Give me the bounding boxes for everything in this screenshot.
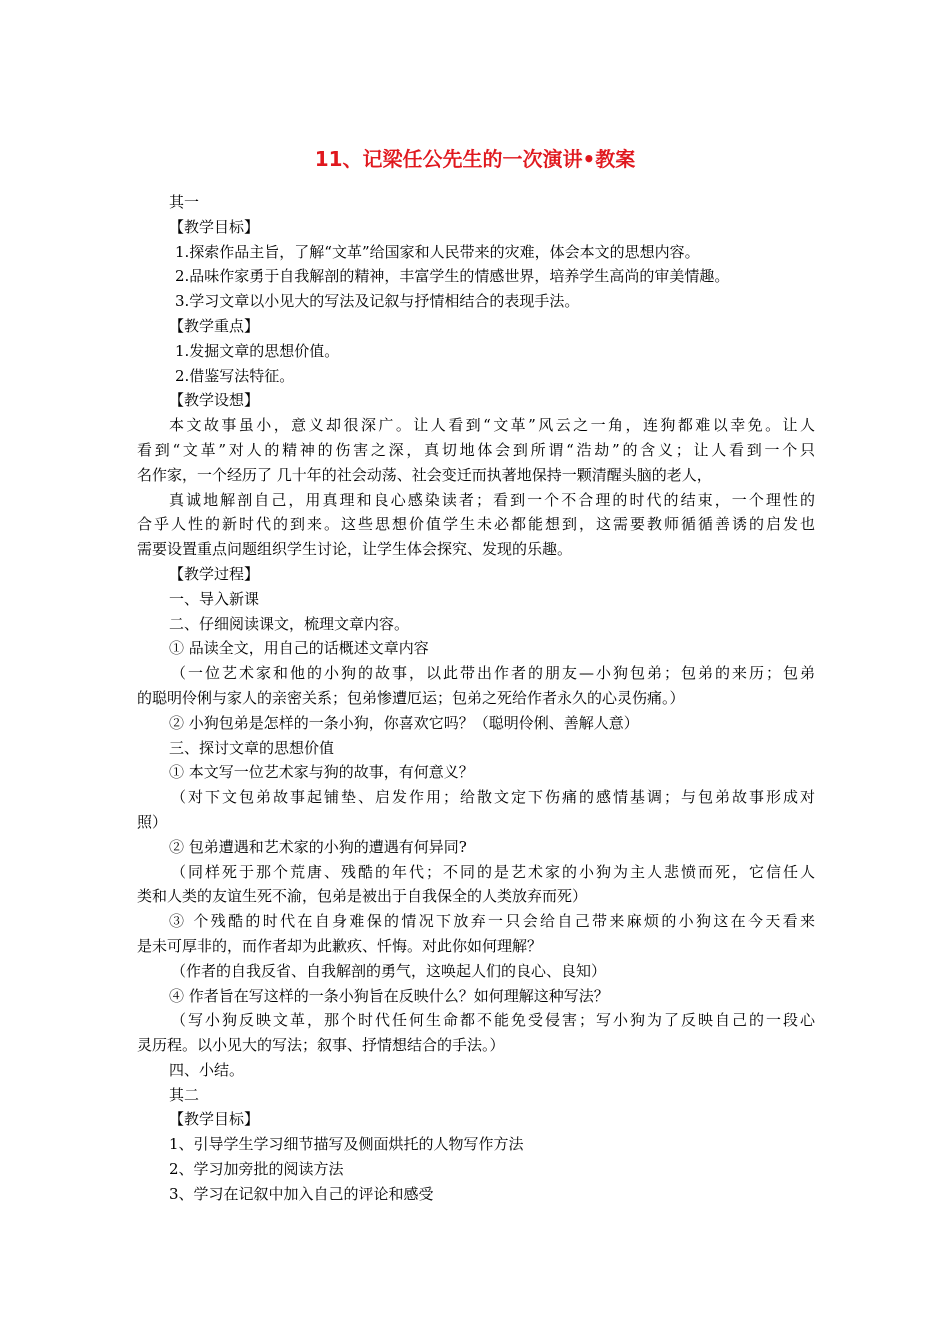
heading-teaching-goals: 【教学目标】 bbox=[169, 217, 260, 236]
paragraph-line: 合乎人性的新时代的到来。这些思想价值学生未必都能想到，这需要教师循循善诱的启发也 bbox=[137, 515, 815, 534]
answer-line: （同样死于那个荒唐、残酷的年代；不同的是艺术家的小狗为主人悲愤而死，它信任人 bbox=[171, 862, 815, 881]
answer-line: （一位艺术家和他的小狗的故事，以此带出作者的朋友—小狗包弟；包弟的来历；包弟 bbox=[171, 664, 815, 683]
answer-line: （作者的自我反省、自我解剖的勇气，这唤起人们的良心、良知） bbox=[171, 961, 607, 980]
answer-line: 照） bbox=[137, 812, 168, 831]
section-label: 其二 bbox=[169, 1085, 200, 1104]
paragraph-line: 真诚地解剖自己，用真理和良心感染读者；看到一个不合理的时代的结束，一个理性的 bbox=[169, 490, 815, 509]
step-heading: 三、探讨文章的思想价值 bbox=[169, 738, 335, 757]
section-label: 其一 bbox=[169, 193, 200, 211]
question-item: 是未可厚非的，而作者却为此歉疚、忏悔。对此你如何理解？ bbox=[137, 936, 543, 955]
answer-line: （对下文包弟故事起铺垫、启发作用；给散文定下伤痛的感情基调；与包弟故事形成对 bbox=[171, 788, 815, 807]
step-heading: 二、仔细阅读课文，梳理文章内容。 bbox=[169, 614, 410, 633]
heading-teaching-plan: 【教学设想】 bbox=[169, 391, 260, 410]
answer-line: 灵历程。以小见大的写法；叙事、抒情想结合的手法。） bbox=[137, 1036, 505, 1055]
answer-line: 类和人类的友谊生死不渝，包弟是被出于自我保全的人类放弃而死） bbox=[137, 887, 588, 906]
paragraph-line: 需要设置重点问题组织学生讨论，让学生体会探究、发现的乐趣。 bbox=[137, 540, 573, 559]
goal-item: 2、学习加旁批的阅读方法 bbox=[169, 1160, 344, 1179]
step-heading: 四、小结。 bbox=[169, 1060, 245, 1079]
paragraph-line: 看到“文革”对人的精神的伤害之深，真切地体会到所谓“浩劫”的含义；让人看到一个只 bbox=[137, 440, 815, 459]
question-item: ① 本文写一位艺术家与狗的故事，有何意义？ bbox=[169, 763, 474, 782]
goal-item: 2.品味作家勇于自我解剖的精神，丰富学生的情感世界，培养学生高尚的审美情趣。 bbox=[175, 267, 730, 286]
question-item: ④ 作者旨在写这样的一条小狗旨在反映什么？如何理解这种写法？ bbox=[169, 986, 609, 1005]
goal-item: 1.探索作品主旨，了解“文革”给国家和人民带来的灾难，体会本文的思想内容。 bbox=[175, 242, 700, 261]
answer-line: 的聪明伶俐与家人的亲密关系；包弟惨遭厄运；包弟之死给作者永久的心灵伤痛。） bbox=[137, 688, 685, 707]
goal-item: 1、引导学生学习细节描写及侧面烘托的人物写作方法 bbox=[169, 1135, 524, 1154]
heading-teaching-goals: 【教学目标】 bbox=[169, 1110, 260, 1129]
paragraph-line: 名作家，一个经历了 几十年的社会动荡、社会变迁而执著地保持一颗清醒头脑的老人， bbox=[137, 465, 712, 484]
paragraph-line: 本文故事虽小，意义却很深广。让人看到“文革”风云之一角，连狗都难以幸免。让人 bbox=[169, 416, 815, 435]
goal-item: 3、学习在记叙中加入自己的评论和感受 bbox=[169, 1184, 434, 1203]
question-item: ② 小狗包弟是怎样的一条小狗，你喜欢它吗？（聪明伶俐、善解人意） bbox=[169, 713, 639, 732]
focus-item: 2.借鉴写法特征。 bbox=[175, 366, 295, 385]
step-heading: 一、导入新课 bbox=[169, 589, 260, 608]
question-item: ③ 个残酷的时代在自身难保的情况下放弃一只会给自己带来麻烦的小狗这在今天看来 bbox=[169, 912, 815, 931]
answer-line: （写小狗反映文革，那个时代任何生命都不能免受侵害；写小狗为了反映自己的一段心 bbox=[171, 1011, 815, 1030]
document-body bbox=[137, 190, 815, 1207]
question-item: ① 品读全文，用自己的话概述文章内容 bbox=[169, 639, 429, 658]
goal-item: 3.学习文章以小见大的写法及记叙与抒情相结合的表现手法。 bbox=[175, 292, 580, 311]
document-title: 11、记梁任公先生的一次演讲•教案 bbox=[314, 147, 636, 171]
focus-item: 1.发掘文章的思想价值。 bbox=[175, 341, 340, 360]
question-item: ② 包弟遭遇和艺术家的小狗的遭遇有何异同? bbox=[169, 837, 467, 856]
heading-teaching-process: 【教学过程】 bbox=[169, 564, 260, 583]
heading-teaching-focus: 【教学重点】 bbox=[169, 316, 260, 335]
